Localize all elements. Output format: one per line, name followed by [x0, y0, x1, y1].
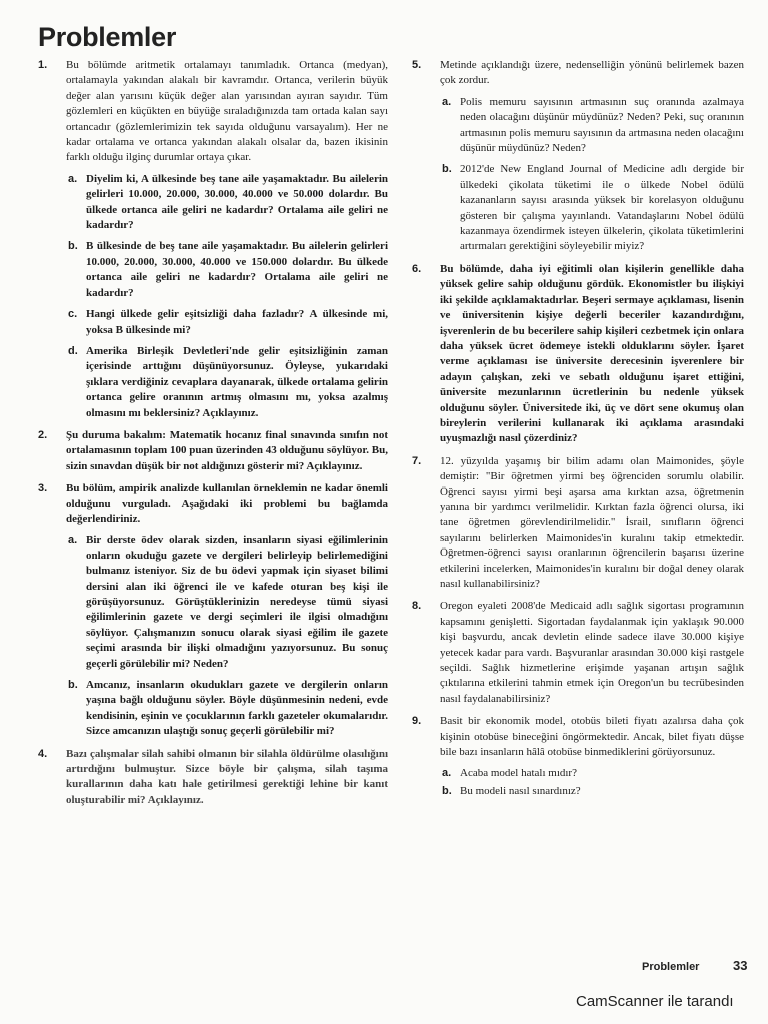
problem-text: Bazı çalışmalar silah sahibi olmanın bir silahla öldürülme olasılığını artırdığını bulmuştur. Sizce böyle bir çalışma, silah taşıma kurallarının daha katı hale getirilmesi gerektiği lehine bir kanıt oluşturabilir mi? Açıklayınız. — [66, 747, 388, 806]
problem-text: Bu bölümde, daha iyi eğitimli olan kişilerin genellikle daha yüksek gelire sahip olduğunu gördük. Ekonomistler bu ilişkiyi iki şekilde açıklamaktadırlar. Beşeri sermaye açıklaması, lisenin ve üniversitenin kişiye değerli beceriler kazandırdığını, işverenlerin de bu becerilere sahip kişileri cezbetmek için onlara daha yüksek ücret ödemeye istekli olduklarını söyler. İşaret verme açıklaması ise üniversite derecesinin işverenlere bir adayın çalışkan, zeki ve sebatlı olduğunu işaret ettiğini, üniversite mezunlarının ücretlerinin bu nedenle yüksek olduğunu söyler. Üniversitede iki, üç ve dört sene okumuş olan bireylerin verilerini kullanarak iki açıklama arasındaki uyuşmazlığı nasıl çözerdiniz? — [440, 262, 744, 445]
subproblem-3b — [66, 678, 388, 740]
subproblem-1b — [66, 239, 388, 301]
problem-number: 7. — [412, 454, 422, 467]
problem-number: 8. — [412, 600, 422, 613]
subproblem-label: a. — [442, 95, 452, 108]
problem-number: 5. — [412, 59, 422, 71]
scanner-watermark: CamScanner ile tarandı — [576, 993, 734, 1010]
problem-number: 3. — [38, 482, 48, 495]
subproblem-text: Polis memuru sayısının artmasının suç oranında azalmaya neden olacağını düşünür müydünüz? Neden? Peki, suç oranının artmasının polis memuru sayısının da artmasına neden olacağını düşünür müydünüz? Neden? — [460, 95, 744, 155]
subproblem-label: d. — [68, 344, 78, 357]
right-column — [412, 58, 744, 806]
problem-text: Bu bölümde aritmetik ortalamayı tanımladık. Ortanca (medyan), ortalamayla yakından alakalı bir kavramdır. Ortanca, verilerin büyük değer alan yarısını küçük değer alan yarısından ayıran sayıdır. Tüm gözlemleri en küçükten en büyüğe sıraladığınızda tam ortada kalan sayı ortancadır (gözlemlerimizin tek sayıda olduğunu varsayalım). Her ne kadar ortalama ve ortanca yakından alakalı olsalar da, bazen ikisinin farklı olduğu ilginç durumlar ortaya çıkar. — [66, 59, 388, 164]
problem-text: Basit bir ekonomik model, otobüs bileti fiyatı azalırsa daha çok kişinin otobüse bineceğini öngörmektedir. Ancak, bilet fiyatı düşse bile bazı insanların hâlâ otobüse binmediklerini görüyorsunuz. — [440, 715, 744, 759]
subproblem-label: a. — [68, 534, 78, 547]
problem-4 — [38, 747, 388, 809]
subproblem-1c — [66, 307, 388, 338]
subproblem-label: b. — [442, 784, 452, 797]
problem-text: 12. yüzyılda yaşamış bir bilim adamı olan Maimonides, şöyle demiştir: "Bir öğretmen yirmi beş öğrenciden sorumlu olabilir. Öğrenci sayısı yirmi beşi aşarsa ama kırktan azsa, öğretmenin yanına bir yardımcı verilmelidir. Kırktan fazla öğrenci olursa, iki tane öğretmen görevlendirilmelidir." İsrail, sınıfların öğrenci sayılarını belirlerken Maimonides'in kuralını takip etmektedir. Öğretmen-öğrenci sayısı oranlarının öğrencilerin başarısı üzerine etkilerini incelerken, Maimonides'in kuralını bir doğal deney olarak nasıl kullanabilirsiniz? — [440, 454, 744, 590]
problem-text: Oregon eyaleti 2008'de Medicaid adlı sağlık sigortası programının kapsamını genişletti. Sigortadan faydalanmak için yaklaşık 90.000 kişi başvurdu, ancak devletin elinde sadece ilave 30.000 kişiye yetecek kadar para vardı. Başvuranlar arasından 30.000 kişi rastgele seçildi. Sağlık hizmetlerine erişimde yaşanan artışın sağlık çıktılarına etkilerini tahmin etmek için Oregon'un bu tecrübesinden nasıl faydalanabilirsiniz? — [440, 600, 744, 705]
problem-number: 9. — [412, 715, 422, 728]
subproblem-5a — [440, 95, 744, 157]
subproblem-text: Bu modeli nasıl sınardınız? — [460, 784, 581, 797]
subproblem-text: Hangi ülkede gelir eşitsizliği daha fazladır? A ülkesinde mi, yoksa B ülkesinde mi? — [86, 308, 388, 336]
problem-3 — [38, 481, 388, 740]
problem-9 — [412, 714, 744, 799]
page-number: 33 — [733, 958, 748, 973]
subproblem-text: Acaba model hatalı mıdır? — [460, 767, 577, 780]
problem-text: Şu duruma bakalım: Matematik hocanız final sınavında sınıfın not ortalamasının toplam 100 puan üzerinden 43 olduğunu söylüyor. Bu, sizin sınavdan düşük bir not aldığınızı gösterir mi? Açıklayınız. — [66, 428, 388, 472]
problem-text: Bu bölüm, ampirik analizde kullanılan örneklemin ne kadar önemli olduğunu vurguladı. Aşağıdaki iki problemi bu bağlamda değerlendiriniz. — [66, 482, 388, 525]
subproblem-text: 2012'de New England Journal of Medicine adlı dergide bir ülkedeki çikolata tüketimi ile o ülkede Nobel ödülü kazananların sayısı arasında yüksek bir korelasyon olduğunu gösteren bir çalışma yayınlandı. Vatandaşlarını Nobel ödülü kazanmaya özendirmek isteyen ülkelerin, çikolata tüketimlerini artırmaları gerektiğini söyleyebilir miyiz? — [460, 163, 744, 253]
problem-number: 2. — [38, 428, 48, 441]
subproblem-9b — [440, 784, 744, 799]
subproblem-9a — [440, 766, 744, 781]
left-column — [38, 58, 388, 815]
problem-number: 4. — [38, 747, 48, 760]
subproblem-label: a. — [68, 172, 78, 185]
subproblem-text: Amerika Birleşik Devletleri'nde gelir eşitsizliğinin zaman içerisinde arttığını düşünüyorsunuz. Öyleyse, yukarıdaki şıklara verdiğiniz cevaplara dayanarak, ülkede ortalama gelirin ortanca gelire oranının artmış olmasını mı, yoksa azalmış olmasını mı beklersiniz? Açıklayınız. — [86, 344, 388, 419]
problem-7 — [412, 454, 744, 593]
subproblem-label: b. — [442, 163, 452, 176]
subproblem-text: B ülkesinde de beş tane aile yaşamaktadır. Bu ailelerin gelirleri 10.000, 20.000, 30.000, 40.000 ve 150.000 dolardır. Bu ülkede ortanca aile geliri ne kadardır? Ortalama aile geliri ne kadardır? — [86, 240, 388, 299]
problem-8 — [412, 599, 744, 707]
subproblem-label: a. — [442, 767, 452, 780]
subproblem-label: b. — [68, 240, 78, 253]
subproblem-text: Amcanız, insanların okudukları gazete ve dergilerin onların yaşına bağlı olduğunu söyler. Böyle düşünmesinin nedeni, evde kendisinin, eşinin ve çocuklarının farklı gazeteler okumalarıdır. Sizce amcanızın ulaştığı sonuç geçerli görülebilir mi? — [86, 679, 388, 738]
subproblem-5b — [440, 162, 744, 254]
page-title: Problemler — [38, 22, 177, 52]
subproblem-1a — [66, 172, 388, 234]
subproblem-3a — [66, 533, 388, 672]
subproblem-1d — [66, 344, 388, 421]
problem-number: 1. — [38, 59, 48, 71]
footer-section-label: Problemler — [642, 961, 700, 973]
subproblem-text: Bir derste ödev olarak sizden, insanların siyasi eğilimlerinin onların okuduğu gazete ve dergileri belirleyip belirlemediğini bulmanız isteniyor. Siz de bu ödevi yapmak için siyaset bilimi dersini alan iki öğrenci ile ve kafede oturan beş kişi ile görüşüyorsunuz. Görüştüklerinizin neredeyse tümü siyasi eğilimlerinin gazete ve dergi seçimleri ile ilgisi olmadığını söylüyor. Çalışmanızın sonucu olarak siyasi eğilim ile gazete seçimi arasında bir ilişki olmadığını yazıyorsunuz. Bu sonuç geçerli görülebilir mi? Neden? — [86, 534, 388, 670]
subproblem-text: Diyelim ki, A ülkesinde beş tane aile yaşamaktadır. Bu ailelerin gelirleri 10.000, 20.000, 30.000, 40.000 ve 50.000 dolardır. Bu ülkede ortanca aile geliri ne kadardır? Ortalama aile geliri ne kadardır? — [86, 172, 388, 232]
problem-1 — [38, 58, 388, 421]
problem-number: 6. — [412, 262, 422, 275]
problem-text: Metinde açıklandığı üzere, nedenselliğin yönünü belirlemek bazen çok zordur. — [440, 59, 744, 87]
problem-2 — [38, 428, 388, 474]
problem-5 — [412, 58, 744, 255]
subproblem-label: c. — [68, 308, 78, 321]
subproblem-label: b. — [68, 679, 78, 692]
problem-6 — [412, 262, 744, 447]
